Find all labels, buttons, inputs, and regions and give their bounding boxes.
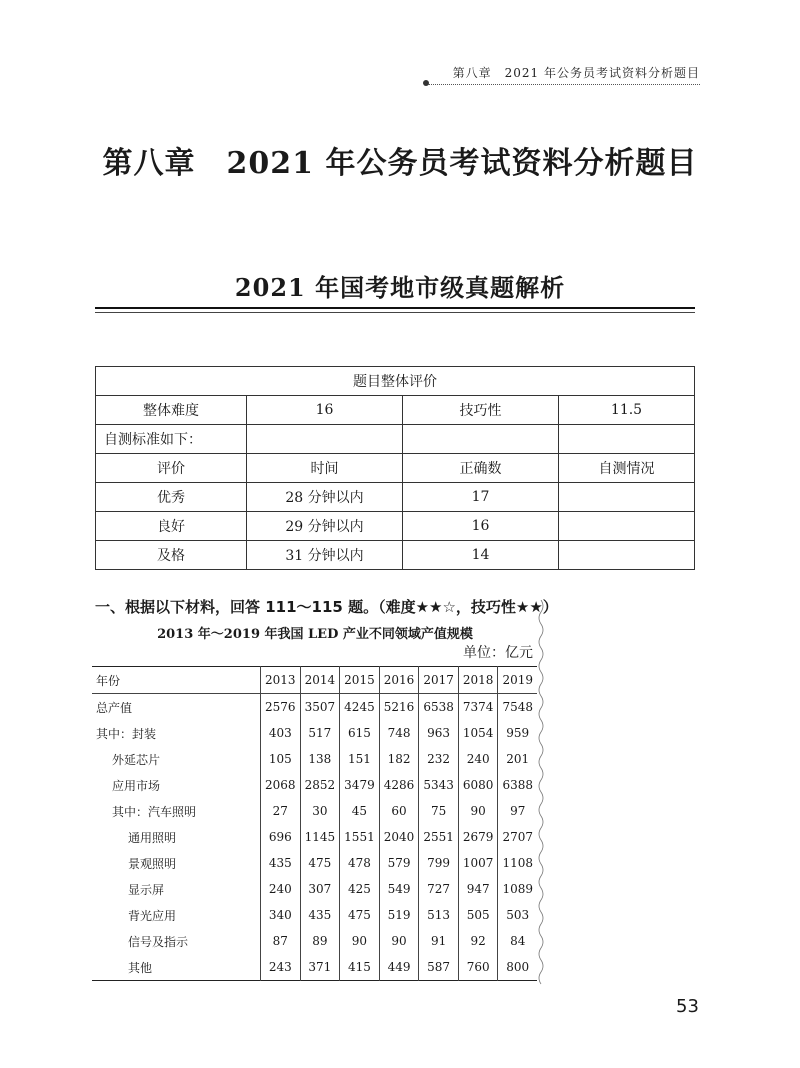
- value-cell: 84: [498, 928, 537, 954]
- value-cell: 5216: [379, 694, 419, 721]
- value-cell: 371: [300, 954, 340, 981]
- value-cell: 340: [261, 902, 301, 928]
- section-rule: [95, 307, 695, 309]
- value-cell: 151: [340, 746, 380, 772]
- correct-cell: 16: [403, 512, 559, 541]
- table-row: [92, 824, 537, 850]
- column-header: 正确数: [403, 454, 559, 483]
- column-header: 2017: [419, 667, 459, 694]
- row-label: 其他: [128, 960, 153, 975]
- page-number: 53: [676, 996, 699, 1017]
- value-cell: 201: [498, 746, 537, 772]
- section-title: 2021 年国考地市级真题解析: [234, 273, 566, 302]
- value-cell: 4286: [379, 772, 419, 798]
- value-cell: 2852: [300, 772, 340, 798]
- value-cell: 505: [458, 902, 498, 928]
- value-cell: 91: [419, 928, 459, 954]
- value-cell: 6080: [458, 772, 498, 798]
- unit-label: 单位：亿元: [463, 645, 533, 661]
- value-cell: 549: [379, 876, 419, 902]
- chapter-title: 第八章 2021 年公务员考试资料分析题目: [102, 146, 698, 181]
- evaluation-table: [95, 366, 695, 570]
- self-test-cell: [559, 512, 695, 541]
- value-cell: 760: [458, 954, 498, 981]
- value-cell: 2068: [261, 772, 301, 798]
- value-cell: 799: [419, 850, 459, 876]
- value-cell: 232: [419, 746, 459, 772]
- question-intro: 一、根据以下材料，回答 111～115 题。（难度★★☆，技巧性★★）: [95, 598, 558, 616]
- grade-cell: 及格: [96, 541, 247, 570]
- row-label: 景观照明: [128, 856, 177, 871]
- value-cell: 75: [419, 798, 459, 824]
- value-cell: 30: [300, 798, 340, 824]
- row-label: 应用市场: [112, 778, 161, 793]
- table-row: [92, 902, 537, 928]
- correct-cell: 17: [403, 483, 559, 512]
- value-cell: 449: [379, 954, 419, 981]
- value-cell: 60: [379, 798, 419, 824]
- difficulty-value: 16: [247, 396, 403, 425]
- column-header: 2015: [340, 667, 380, 694]
- table-row: [92, 850, 537, 876]
- skill-value: 11.5: [559, 396, 695, 425]
- value-cell: 240: [261, 876, 301, 902]
- value-cell: 517: [300, 720, 340, 746]
- row-label: 外延芯片: [112, 752, 161, 767]
- value-cell: 1089: [498, 876, 537, 902]
- value-cell: 45: [340, 798, 380, 824]
- value-cell: 6538: [419, 694, 459, 721]
- value-cell: 7548: [498, 694, 537, 721]
- value-cell: 800: [498, 954, 537, 981]
- column-header: 2016: [379, 667, 419, 694]
- value-cell: 138: [300, 746, 340, 772]
- value-cell: 243: [261, 954, 301, 981]
- table-row: [92, 876, 537, 902]
- led-output-table: [92, 666, 537, 981]
- grade-cell: 良好: [96, 512, 247, 541]
- time-cell: 31 分钟以内: [247, 541, 403, 570]
- column-header: 时间: [247, 454, 403, 483]
- row-label: 通用照明: [128, 830, 177, 845]
- section-rule-thin: [95, 312, 695, 313]
- value-cell: 105: [261, 746, 301, 772]
- table-row: [92, 772, 537, 798]
- table-row: [92, 798, 537, 824]
- column-header: 2013: [261, 667, 301, 694]
- row-label: 其中：汽车照明: [112, 804, 197, 819]
- row-label: 显示屏: [128, 882, 165, 897]
- value-cell: 27: [261, 798, 301, 824]
- empty-cell: [559, 425, 695, 454]
- table-row: [92, 746, 537, 772]
- value-cell: 3479: [340, 772, 380, 798]
- empty-cell: [247, 425, 403, 454]
- value-cell: 475: [340, 902, 380, 928]
- value-cell: 425: [340, 876, 380, 902]
- value-cell: 7374: [458, 694, 498, 721]
- value-cell: 959: [498, 720, 537, 746]
- column-header: 2018: [458, 667, 498, 694]
- value-cell: 513: [419, 902, 459, 928]
- value-cell: 478: [340, 850, 380, 876]
- value-cell: 727: [419, 876, 459, 902]
- value-cell: 182: [379, 746, 419, 772]
- self-test-cell: [559, 541, 695, 570]
- value-cell: 5343: [419, 772, 459, 798]
- value-cell: 90: [379, 928, 419, 954]
- time-cell: 29 分钟以内: [247, 512, 403, 541]
- value-cell: 415: [340, 954, 380, 981]
- value-cell: 1551: [340, 824, 380, 850]
- row-label: 背光应用: [128, 908, 177, 923]
- running-header: 第八章 2021 年公务员考试资料分析题目: [452, 66, 700, 80]
- table-row: [92, 954, 537, 981]
- value-cell: 435: [261, 850, 301, 876]
- value-cell: 90: [340, 928, 380, 954]
- value-cell: 97: [498, 798, 537, 824]
- value-cell: 748: [379, 720, 419, 746]
- table-row: [92, 694, 537, 721]
- header-ornament-dot: [423, 80, 429, 86]
- table-row: [92, 720, 537, 746]
- value-cell: 4245: [340, 694, 380, 721]
- value-cell: 615: [340, 720, 380, 746]
- time-cell: 28 分钟以内: [247, 483, 403, 512]
- value-cell: 587: [419, 954, 459, 981]
- row-label: 信号及指示: [128, 934, 189, 949]
- column-header: 2014: [300, 667, 340, 694]
- value-cell: 307: [300, 876, 340, 902]
- value-cell: 519: [379, 902, 419, 928]
- value-cell: 2679: [458, 824, 498, 850]
- value-cell: 240: [458, 746, 498, 772]
- empty-cell: [403, 425, 559, 454]
- value-cell: 696: [261, 824, 301, 850]
- evaluation-title: 题目整体评价: [96, 367, 695, 396]
- correct-cell: 14: [403, 541, 559, 570]
- row-label: 其中：封装: [96, 726, 157, 741]
- skill-label: 技巧性: [403, 396, 559, 425]
- value-cell: 89: [300, 928, 340, 954]
- value-cell: 2040: [379, 824, 419, 850]
- value-cell: 947: [458, 876, 498, 902]
- value-cell: 579: [379, 850, 419, 876]
- value-cell: 6388: [498, 772, 537, 798]
- value-cell: 403: [261, 720, 301, 746]
- table-header-row: [92, 667, 537, 694]
- wavy-border-decoration: [537, 600, 545, 990]
- self-test-cell: [559, 483, 695, 512]
- value-cell: 503: [498, 902, 537, 928]
- value-cell: 1145: [300, 824, 340, 850]
- value-cell: 1054: [458, 720, 498, 746]
- value-cell: 3507: [300, 694, 340, 721]
- value-cell: 1007: [458, 850, 498, 876]
- column-header: 年份: [92, 667, 261, 694]
- value-cell: 87: [261, 928, 301, 954]
- header-dotted-rule: [428, 84, 700, 85]
- difficulty-label: 整体难度: [96, 396, 247, 425]
- value-cell: 963: [419, 720, 459, 746]
- data-table-title: 2013 年～2019 年我国 LED 产业不同领域产值规模: [157, 627, 473, 642]
- grade-cell: 优秀: [96, 483, 247, 512]
- table-row: [92, 928, 537, 954]
- self-test-note: 自测标准如下：: [96, 425, 247, 454]
- value-cell: 475: [300, 850, 340, 876]
- value-cell: 1108: [498, 850, 537, 876]
- column-header: 2019: [498, 667, 537, 694]
- value-cell: 90: [458, 798, 498, 824]
- column-header: 评价: [96, 454, 247, 483]
- value-cell: 2551: [419, 824, 459, 850]
- column-header: 自测情况: [559, 454, 695, 483]
- value-cell: 2576: [261, 694, 301, 721]
- value-cell: 435: [300, 902, 340, 928]
- value-cell: 92: [458, 928, 498, 954]
- value-cell: 2707: [498, 824, 537, 850]
- row-label: 总产值: [96, 700, 133, 715]
